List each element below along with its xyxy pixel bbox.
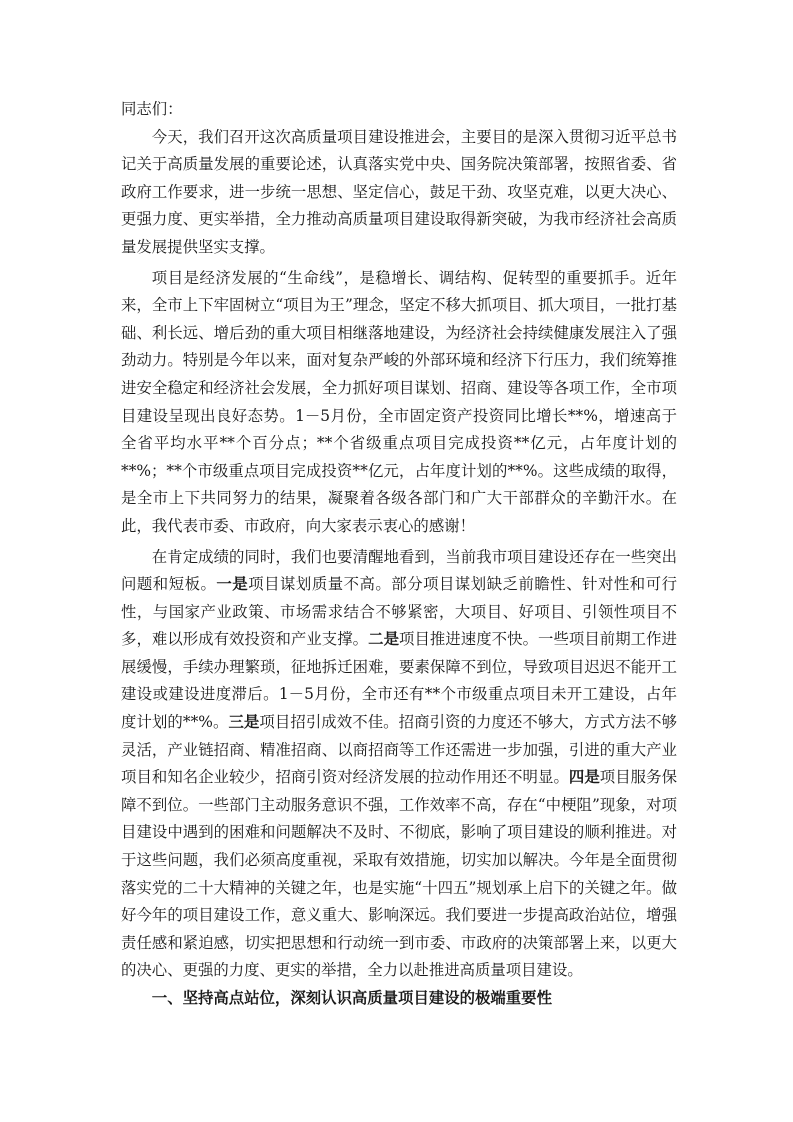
paragraph-3: [121, 544, 677, 986]
point-3-text: 项目招引成效不佳。招商引资的力度还不够大，方式方法不够灵活，产业链招商、精准招商、以商招商等工作还需进一步加强，引进的重大产业项目和知名企业较少，招商引资对经济发展的拉动作用还不明显。: [121, 713, 677, 787]
point-2-lead: 二是: [368, 630, 400, 649]
point-2-text: 项目推进速度不快。一些项目前期工作进展缓慢，手续办理繁琐，征地拆迁困难，要素保障不到位，导致项目迟迟不能开工建设或建设进度滞后。1－5月份，全市还有**个市级重点项目未开工建设，占年度计划的**%。: [121, 630, 677, 732]
point-1-lead: 一是: [216, 575, 249, 594]
paragraph-2: 项目是经济发展的“生命线”，是稳增长、调结构、促转型的重要抓手。近年来，全市上下牢固树立“项目为王”理念，坚定不移大抓项目、抓大项目，一批打基础、利长远、增后劲的重大项目相继落地建设，为经济社会持续健康发展注入了强劲动力。特别是今年以来，面对复杂严峻的外部环境和经济下行压力，我们统筹推进安全稳定和经济社会发展，全力抓好项目谋划、招商、建设等各项工作，全市项目建设呈现出良好态势。1－5月份，全市固定资产投资同比增长**%，增速高于全省平均水平**个百分点；**个省级重点项目完成投资**亿元，占年度计划的**%；**个市级重点项目完成投资**亿元，占年度计划的**%。这些成绩的取得，是全市上下共同努力的结果，凝聚着各级各部门和广大干部群众的辛勤汗水。在此，我代表市委、市政府，向大家表示衷心的感谢！: [121, 268, 677, 535]
point-3-lead: 三是: [228, 713, 260, 732]
point-4-lead: 四是: [568, 768, 600, 787]
point-4-text: 项目服务保障不到位。一些部门主动服务意识不强，工作效率不高，存在“中梗阻”现象，对项目建设中遇到的困难和问题解决不及时、不彻底，影响了项目建设的顺利推进。对于这些问题，我们必须高度重视，采取有效措施，切实加以解决。今年是全面贯彻落实党的二十大精神的关键之年，也是实施“十四五”规划承上启下的关键之年。做好今年的项目建设工作，意义重大、影响深远。我们要进一步提高政治站位，增强责任感和紧迫感，切实把思想和行动统一到市委、市政府的决策部署上来，以更大的决心、更强的力度、更实的举措，全力以赴推进高质量项目建设。: [121, 768, 677, 980]
paragraph-3-intro: 在肯定成绩的同时，我们也要清醒地看到，当前我市项目建设还存在一些突出问题和短板。: [121, 547, 677, 594]
paragraph-1: 今天，我们召开这次高质量项目建设推进会，主要目的是深入贯彻习近平总书记关于高质量发展的重要论述，认真落实党中央、国务院决策部署，按照省委、省政府工作要求，进一步统一思想、坚定信心，鼓足干劲、攻坚克难，以更大决心、更强力度、更实举措，全力推动高质量项目建设取得新突破，为我市经济社会高质量发展提供坚实支撑。: [121, 127, 677, 256]
point-1-text: 项目谋划质量不高。部分项目谋划缺乏前瞻性、针对性和可行性，与国家产业政策、市场需求结合不够紧密，大项目、好项目、引领性项目不多，难以形成有效投资和产业支撑。: [121, 575, 677, 649]
salutation: 同志们：: [121, 100, 183, 118]
section-heading-1: 一、坚持高点站位，深刻认识高质量项目建设的极端重要性: [151, 989, 552, 1007]
document-page: [121, 96, 677, 1013]
